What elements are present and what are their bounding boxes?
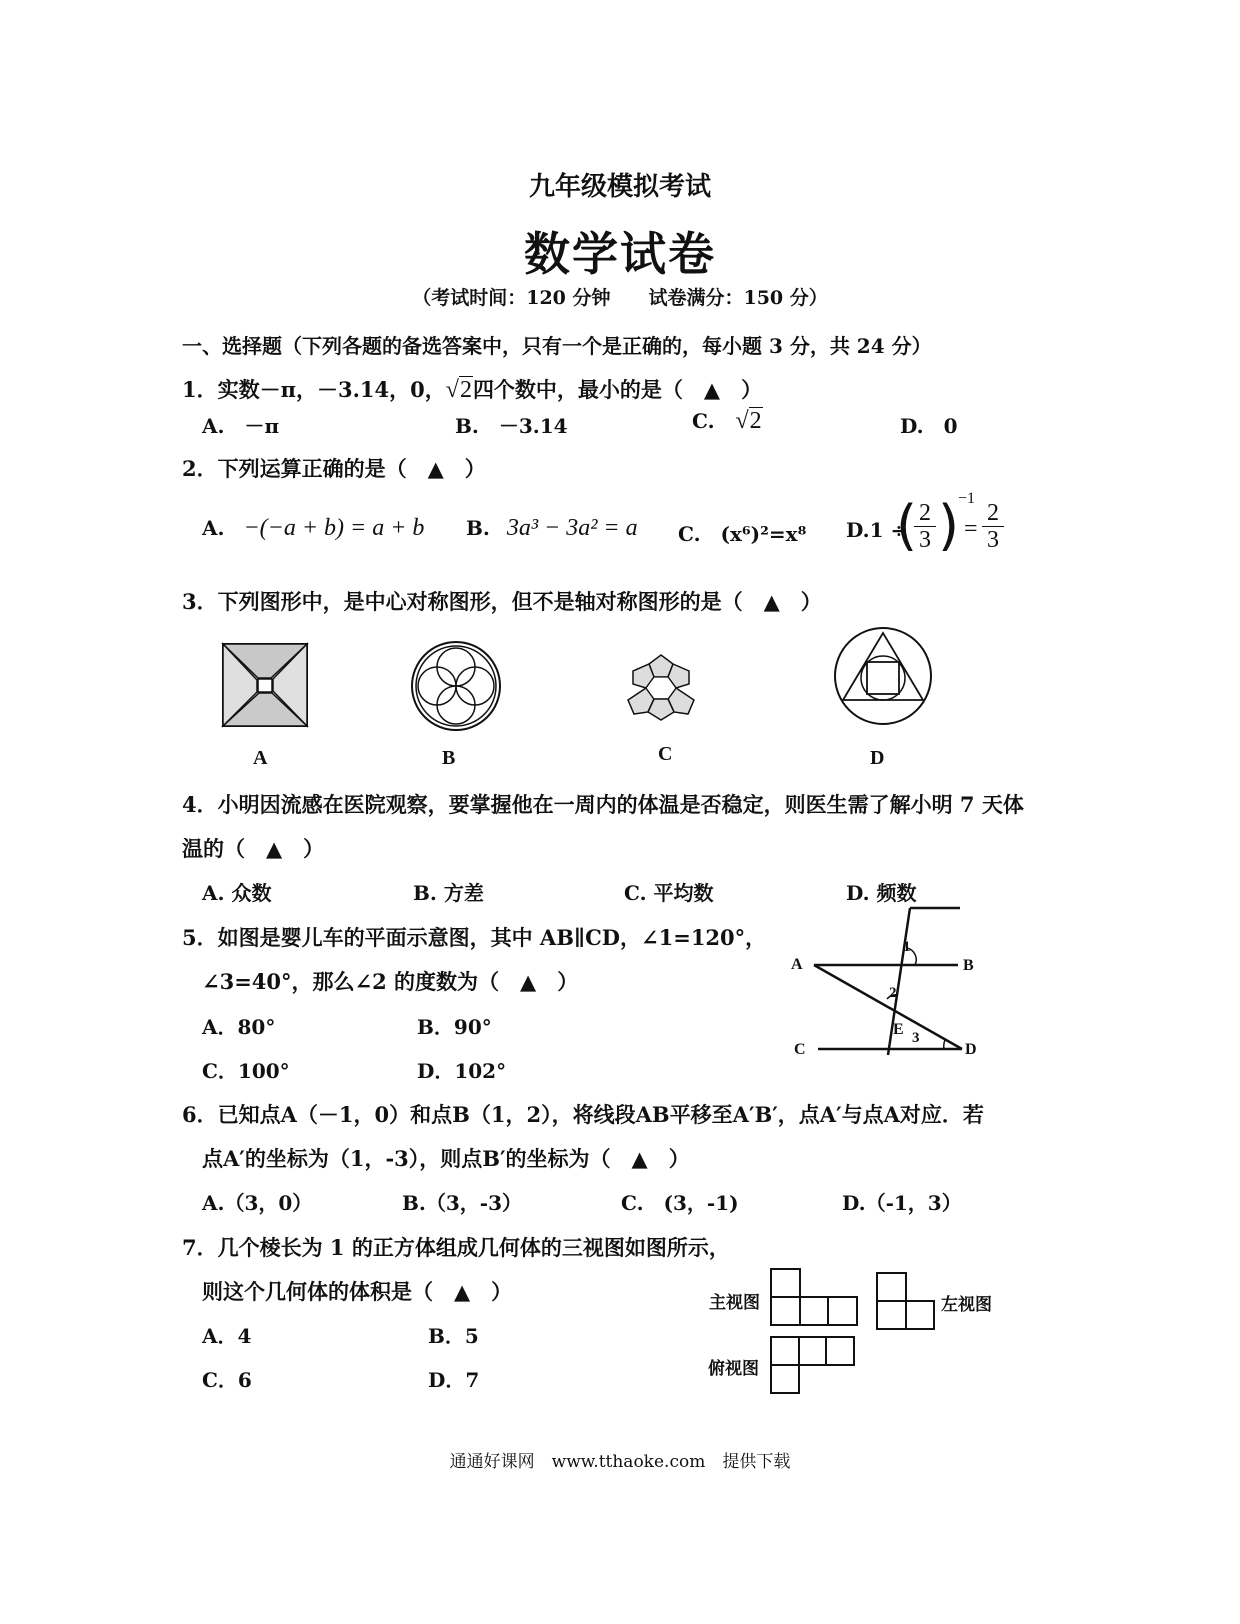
figure-angle-1: 1 bbox=[903, 939, 911, 955]
equals-sign: = bbox=[964, 516, 978, 542]
option-d: D．7 bbox=[428, 1368, 480, 1392]
figure-point-b: B bbox=[963, 957, 974, 974]
option-a: A.（3，0） bbox=[202, 1191, 313, 1215]
question-number: 2． bbox=[182, 456, 218, 481]
figure-label: C bbox=[658, 743, 673, 765]
option-label: A. bbox=[202, 516, 225, 540]
sqrt-expression bbox=[446, 376, 473, 403]
question-text: 如图是婴儿车的平面示意图，其中 AB∥CD，∠1=120°， bbox=[217, 925, 767, 950]
question-1-stem bbox=[182, 374, 762, 404]
option-d: D.（-1，3） bbox=[842, 1191, 962, 1215]
figure-c-pentagons bbox=[616, 652, 706, 724]
figure-point-d: D bbox=[965, 1041, 977, 1058]
option-label: D.1 ÷ bbox=[846, 518, 908, 542]
sqrt-sign-icon: √ bbox=[735, 408, 749, 434]
fraction bbox=[914, 500, 936, 553]
top-view-diagram bbox=[770, 1336, 860, 1396]
question-number: 5． bbox=[182, 925, 218, 950]
figure-label: B bbox=[442, 747, 456, 769]
sqrt-expression bbox=[736, 408, 763, 434]
question-number: 1． bbox=[182, 377, 218, 402]
question-3-stem bbox=[182, 586, 822, 616]
question-6-stem bbox=[182, 1099, 984, 1129]
option-a: A．80° bbox=[202, 1015, 276, 1039]
option-d: D．102° bbox=[417, 1059, 507, 1083]
figure-point-c: C bbox=[794, 1041, 806, 1058]
exam-title: 数学试卷 bbox=[524, 227, 716, 281]
left-view-diagram bbox=[876, 1272, 938, 1332]
question-4-stem bbox=[182, 789, 1024, 819]
option-c: C. 平均数 bbox=[624, 881, 714, 905]
footer-text: 通通好课网 www.tthaoke.com 提供下载 bbox=[449, 1452, 791, 1472]
option-label: B. bbox=[466, 516, 490, 540]
question-6-stem-cont: 点A′的坐标为（1，-3），则点B′的坐标为（ ▲ ） bbox=[202, 1146, 690, 1171]
question-number: 6． bbox=[182, 1102, 218, 1127]
left-view-label: 左视图 bbox=[941, 1295, 992, 1315]
question-text: 已知点A（－1，0）和点B（1，2），将线段AB平移至A′B′，点A′与点A对应．若 bbox=[217, 1102, 984, 1127]
option-label: C. bbox=[692, 409, 715, 433]
question-4-stem-cont: 温的（ ▲ ） bbox=[182, 836, 325, 861]
question-text: 小明因流感在医院观察，要掌握他在一周内的体温是否稳定，则医生需了解小明 7 天体 bbox=[217, 792, 1024, 817]
option-d: D. 频数 bbox=[846, 881, 917, 905]
option-a: A. 众数 bbox=[202, 881, 272, 905]
option-c: C. (x⁶)²=x⁸ bbox=[678, 522, 807, 546]
question-text: 实数－π，－3.14，0， bbox=[217, 377, 446, 402]
option-a bbox=[202, 515, 424, 542]
fraction-numerator: 2 bbox=[914, 500, 936, 527]
figure-angle-2: 2 bbox=[889, 985, 897, 1001]
fraction-denominator: 3 bbox=[987, 527, 999, 553]
fraction bbox=[982, 500, 1004, 553]
figure-point-e: E bbox=[893, 1021, 904, 1038]
question-5-stem-cont: ∠3=40°，那么∠2 的度数为（ ▲ ） bbox=[202, 969, 579, 994]
option-a: A．4 bbox=[202, 1324, 252, 1348]
option-c: C. (3，-1) bbox=[621, 1191, 739, 1215]
sqrt-arg: 2 bbox=[749, 408, 762, 434]
option-c bbox=[692, 408, 763, 435]
question-text: 下列运算正确的是（ ▲ ） bbox=[217, 456, 486, 481]
question-text: 四个数中，最小的是（ ▲ ） bbox=[472, 377, 763, 402]
figure-d-circle-triangle bbox=[833, 626, 933, 726]
exam-subtitle: 九年级模拟考试 bbox=[528, 172, 711, 202]
section-heading: 一、选择题（下列各题的备选答案中，只有一个是正确的，每小题 3 分，共 24 分） bbox=[182, 334, 932, 358]
exam-info: （考试时间：120 分钟 试卷满分：150 分） bbox=[412, 287, 828, 309]
right-paren-icon: ) bbox=[938, 494, 960, 557]
question-7-stem-cont: 则这个几何体的体积是（ ▲ ） bbox=[202, 1279, 513, 1304]
sqrt-sign-icon: √ bbox=[445, 377, 459, 403]
fraction-numerator: 2 bbox=[982, 500, 1004, 527]
question-2-stem bbox=[182, 453, 486, 483]
figure-point-a: A bbox=[791, 956, 803, 973]
figure-label: A bbox=[253, 747, 268, 769]
option-d: D. 0 bbox=[900, 414, 958, 438]
math-expression: −(−a + b) = a + b bbox=[243, 515, 425, 541]
figure-b-circle-petals bbox=[410, 640, 502, 732]
option-b: B. 方差 bbox=[413, 881, 484, 905]
exponent: −1 bbox=[958, 490, 976, 507]
front-view-diagram bbox=[770, 1268, 860, 1328]
figure-angle-3: 3 bbox=[912, 1030, 920, 1046]
question-number: 4． bbox=[182, 792, 218, 817]
front-view-label: 主视图 bbox=[709, 1293, 760, 1313]
option-b: B．5 bbox=[428, 1324, 479, 1348]
top-view-label: 俯视图 bbox=[708, 1359, 759, 1379]
left-paren-icon: ( bbox=[896, 494, 918, 557]
option-b: B. －3.14 bbox=[455, 414, 568, 438]
question-number: 7． bbox=[182, 1235, 218, 1260]
option-b: B.（3，-3） bbox=[402, 1191, 522, 1215]
figure-label: D bbox=[870, 747, 885, 769]
option-c: C．100° bbox=[202, 1059, 290, 1083]
math-expression: 3a³ − 3a² = a bbox=[506, 515, 638, 541]
option-b: B．90° bbox=[417, 1015, 492, 1039]
option-b bbox=[466, 515, 638, 542]
question-text: 下列图形中，是中心对称图形，但不是轴对称图形的是（ ▲ ） bbox=[217, 589, 822, 614]
figure-a-square-pinwheel bbox=[222, 643, 308, 727]
question-7-stem bbox=[182, 1232, 730, 1262]
option-a: A. －π bbox=[202, 414, 280, 438]
sqrt-arg: 2 bbox=[459, 377, 472, 403]
question-text: 几个棱长为 1 的正方体组成几何体的三视图如图所示， bbox=[217, 1235, 730, 1260]
fraction-denominator: 3 bbox=[919, 527, 931, 553]
question-number: 3． bbox=[182, 589, 218, 614]
option-c: C．6 bbox=[202, 1368, 252, 1392]
question-5-stem bbox=[182, 922, 766, 952]
